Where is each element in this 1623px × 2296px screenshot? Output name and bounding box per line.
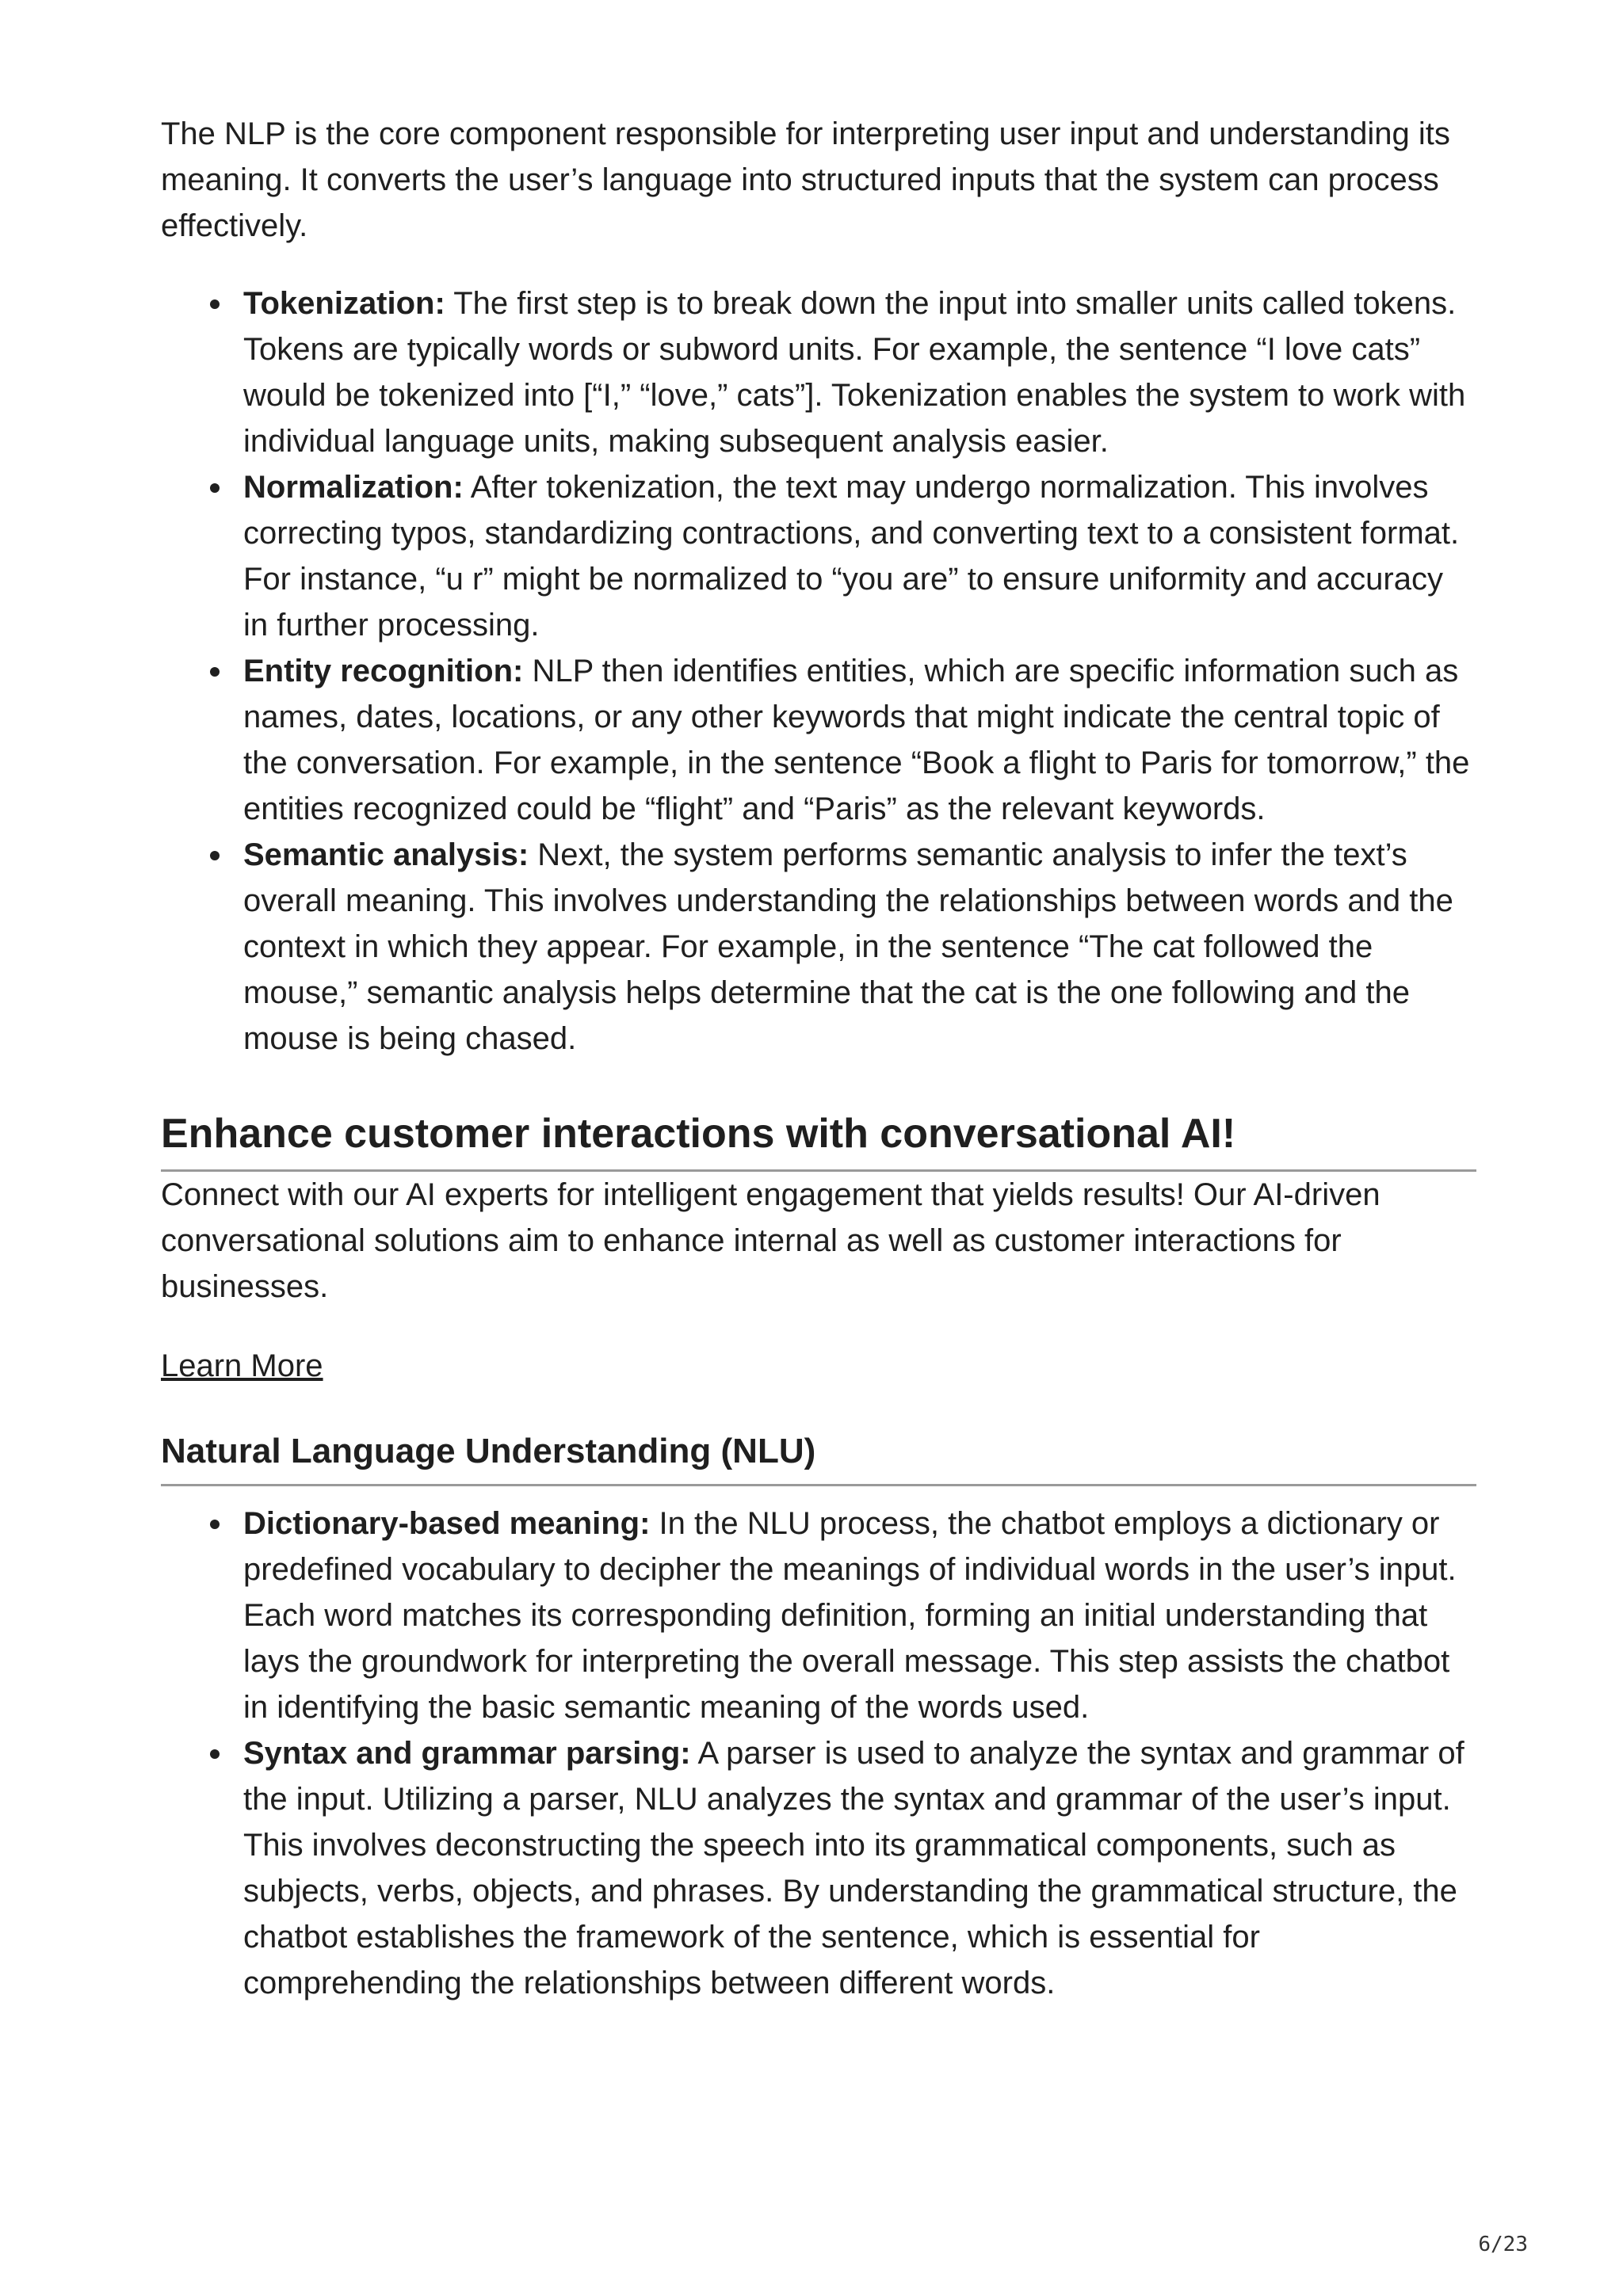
document-page [161,111,1476,2006]
list-item-text: In the NLU process, the chatbot employs a dictionary or predefined vocabulary to decipher the meanings of individual words in the user’s input. Each word matches its corresponding definition, forming an initial understanding that lays the groundwork for interpreting the overall message. This step assists the chatbot in identifying the basic semantic meaning of the words used. [243,1506,1457,1725]
list-item-term: Tokenization: [243,286,445,321]
list-item-term: Semantic analysis: [243,837,529,872]
list-item [243,464,1476,648]
list-item-text: After tokenization, the text may undergo normalization. This involves correcting typos, standardizing contractions, and converting text to a consistent format. For instance, “u r” might be normalized to “you are” to ensure uniformity and accuracy in further processing. [243,470,1460,643]
page-number: 6/23 [1478,2233,1528,2256]
list-item [243,1501,1476,1730]
list-item-term: Normalization: [243,470,464,505]
list-item [243,648,1476,832]
list-item-text: A parser is used to analyze the syntax and grammar of the input. Utilizing a parser, NLU analyzes the syntax and grammar of the user’s input. This involves deconstructing the speech into its grammatical components, such as subjects, verbs, objects, and phrases. By understanding the grammatical structure, the chatbot establishes the framework of the sentence, which is essential for comprehending the relationships between different words. [243,1736,1465,2000]
nlp-steps-list [161,280,1476,1062]
list-item-term: Entity recognition: [243,654,524,688]
list-item [243,832,1476,1062]
nlu-list [161,1501,1476,2006]
list-item-text: NLP then identifies entities, which are specific information such as names, dates, locations, or any other keywords that might indicate the central topic of the conversation. For example, in the sentence “Book a flight to Paris for tomorrow,” the entities recognized could be “flight” and “Paris” as the relevant keywords. [243,654,1470,826]
learn-more-link[interactable]: Learn More [161,1348,323,1383]
list-item [243,1730,1476,2006]
intro-paragraph: The NLP is the core component responsible for interpreting user input and understanding its meaning. It converts the user’s language into structured inputs that the system can process effectively. [161,116,1450,243]
list-item [243,280,1476,464]
cta-paragraph: Connect with our AI experts for intelligent engagement that yields results! Our AI-driven conversational solutions aim to enhance internal as well as customer interactions for businesses. [161,1177,1381,1304]
cta-heading: Enhance customer interactions with conversational AI! [161,1108,1476,1172]
list-item-term: Dictionary-based meaning: [243,1506,651,1541]
list-item-text: Next, the system performs semantic analysis to infer the text’s overall meaning. This involves understanding the relationships between words and the context in which they appear. For example, in the sentence “The cat followed the mouse,” semantic analysis helps determine that the cat is the one following and the mouse is being chased. [243,837,1453,1056]
nlu-heading: Natural Language Understanding (NLU) [161,1428,1476,1486]
list-item-text: The first step is to break down the input into smaller units called tokens. Tokens are typically words or subword units. For example, the sentence “I love cats” would be tokenized into [“I,” “love,” cats”]. Tokenization enables the system to work with individual language units, making subsequent analysis easier. [243,286,1466,459]
list-item-term: Syntax and grammar parsing: [243,1736,691,1771]
